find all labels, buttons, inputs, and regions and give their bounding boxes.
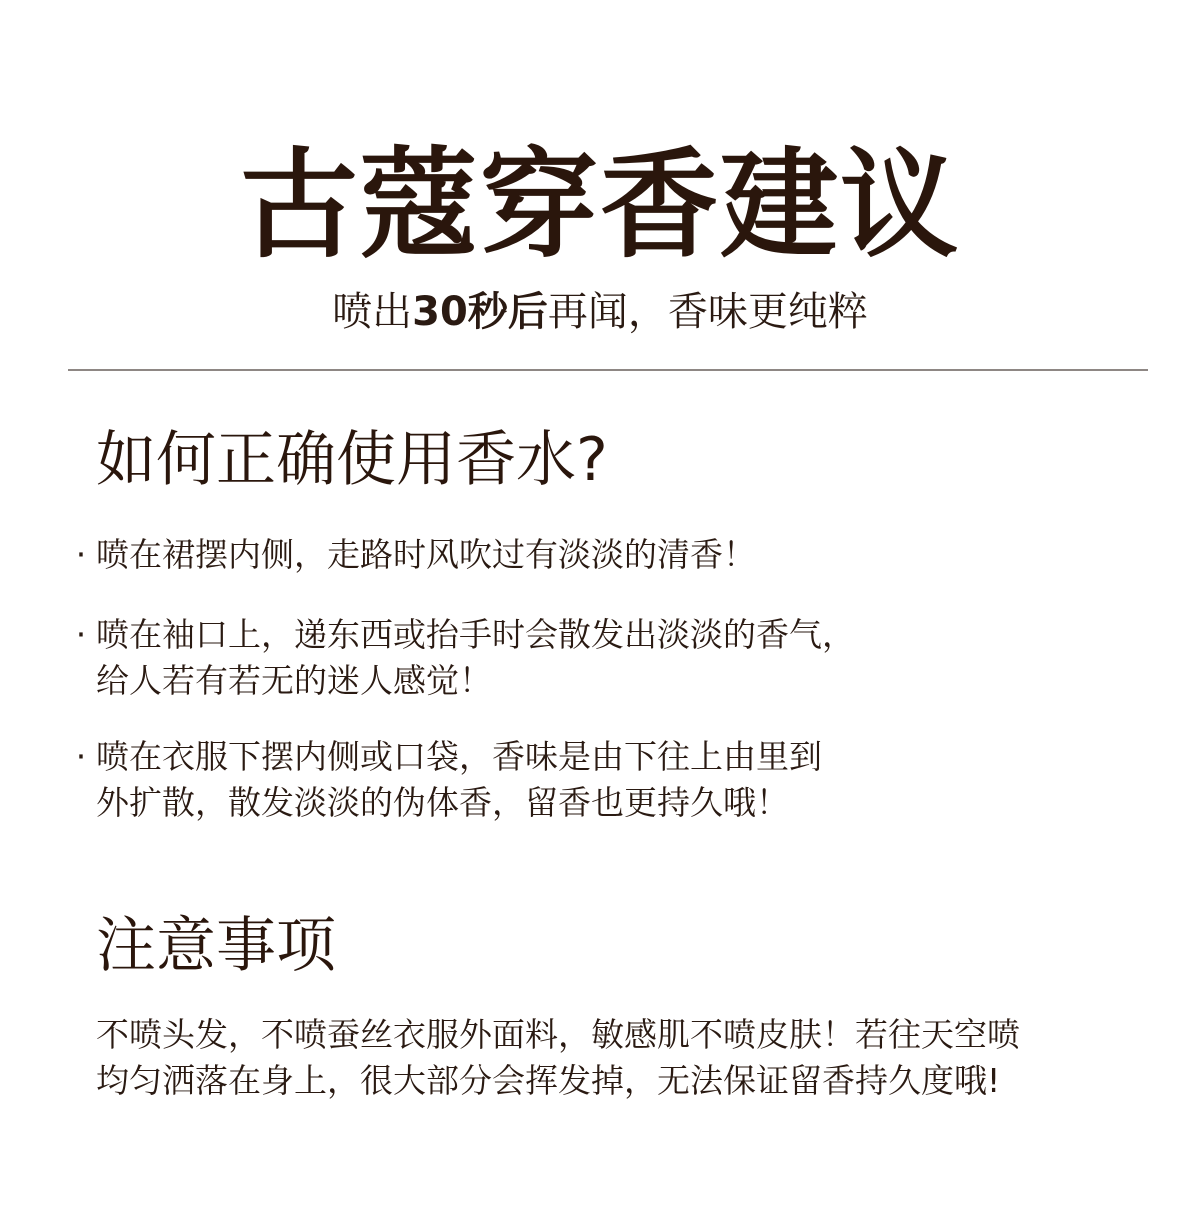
usage-tip [70, 734, 1130, 826]
usage-tip [70, 612, 1130, 704]
tip-line: 喷在裙摆内侧，走路时风吹过有淡淡的清香！ [96, 535, 756, 574]
usage-heading: 如何正确使用香水? [96, 425, 608, 495]
tip-line: 喷在袖口上，递东西或抬手时会散发出淡淡的香气， [96, 615, 855, 654]
notes-body [96, 1012, 1156, 1104]
bullet-dot: · [75, 615, 87, 654]
subtitle-emphasis: 30秒后 [412, 289, 548, 335]
bullet-dot: · [75, 737, 87, 776]
notes-line: 不喷头发，不喷蚕丝衣服外面料，敏感肌不喷皮肤！若往天空喷 [96, 1015, 1020, 1054]
subtitle-post: 再闻，香味更纯粹 [547, 289, 868, 335]
subtitle-pre: 喷出 [332, 289, 413, 335]
notes-line: 均匀洒落在身上，很大部分会挥发掉，无法保证留香持久度哦! [96, 1061, 1001, 1100]
divider-line [68, 369, 1148, 371]
notes-heading: 注意事项 [96, 911, 336, 981]
tip-line: 给人若有若无的迷人感觉！ [96, 661, 492, 700]
subtitle [0, 286, 1200, 338]
tip-line: 外扩散，散发淡淡的伪体香，留香也更持久哦！ [96, 783, 789, 822]
usage-tip [70, 532, 1130, 578]
tip-line: 喷在衣服下摆内侧或口袋，香味是由下往上由里到 [96, 737, 822, 776]
page-title: 古蔻穿香建议 [239, 136, 960, 274]
bullet-dot: · [75, 535, 87, 574]
